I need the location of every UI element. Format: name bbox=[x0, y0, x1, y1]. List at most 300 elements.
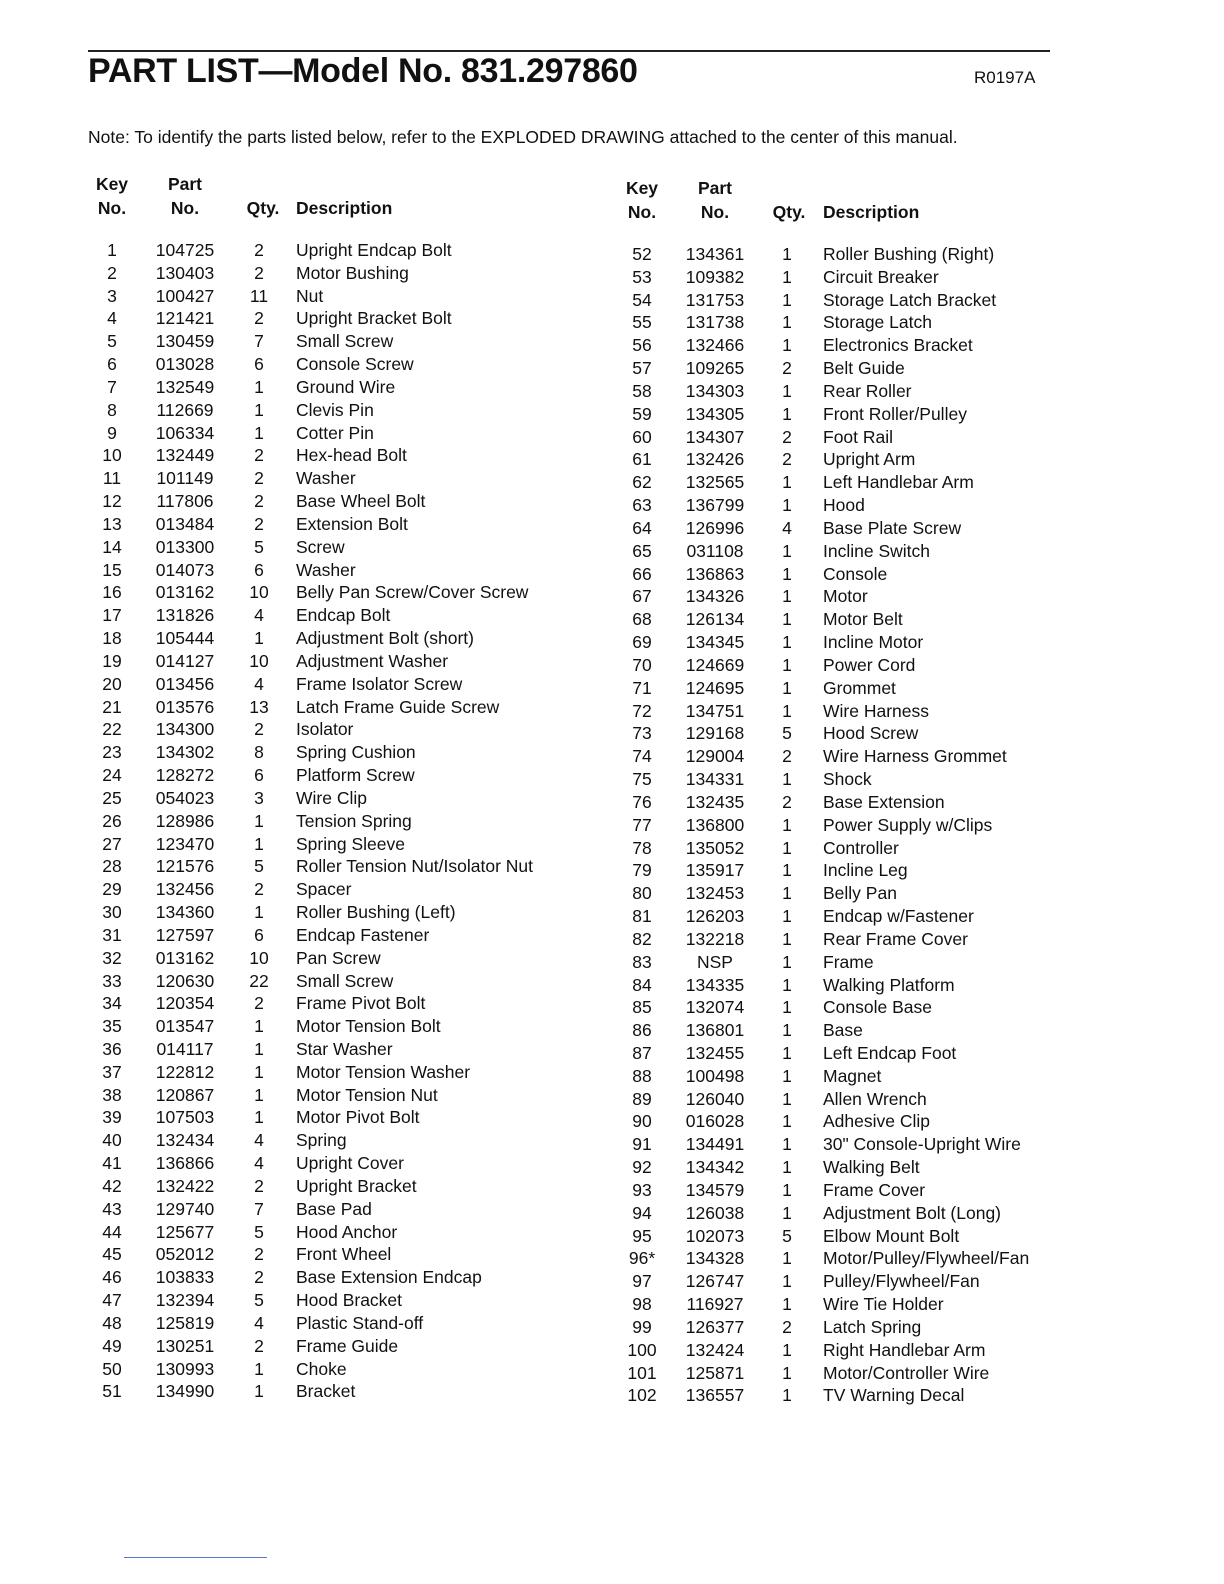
description: Elbow Mount Bolt bbox=[823, 1225, 960, 1246]
quantity: 6 bbox=[254, 559, 264, 580]
description: Base Pad bbox=[296, 1198, 372, 1219]
description: Washer bbox=[296, 559, 356, 580]
footer-line bbox=[124, 1557, 267, 1558]
part-no: 131738 bbox=[685, 312, 745, 333]
key-no: 20 bbox=[102, 673, 122, 694]
header-part-line1: Part bbox=[697, 178, 733, 198]
part-no: 136863 bbox=[685, 563, 745, 584]
part-no: 134331 bbox=[685, 769, 745, 790]
description: Roller Bushing (Right) bbox=[823, 244, 995, 264]
quantity: 1 bbox=[782, 1111, 792, 1132]
key-no: 24 bbox=[102, 765, 122, 786]
key-no: 19 bbox=[102, 650, 122, 671]
part-no: 013162 bbox=[155, 947, 215, 968]
part-no: 136557 bbox=[685, 1385, 745, 1406]
part-no: 120354 bbox=[155, 993, 215, 1014]
key-no: 30 bbox=[102, 902, 122, 923]
part-no: 134335 bbox=[685, 974, 745, 995]
key-no: 47 bbox=[102, 1290, 122, 1311]
part-no: 134345 bbox=[685, 632, 745, 653]
quantity: 1 bbox=[782, 1362, 792, 1383]
description: Controller bbox=[823, 837, 899, 858]
quantity: 2 bbox=[254, 993, 264, 1014]
key-no: 45 bbox=[102, 1244, 122, 1265]
quantity: 1 bbox=[254, 1038, 264, 1059]
key-no: 21 bbox=[102, 696, 122, 717]
description: Upright Bracket bbox=[296, 1175, 417, 1196]
key-no: 60 bbox=[632, 426, 652, 447]
key-no: 27 bbox=[102, 833, 122, 854]
part-no: 106334 bbox=[155, 422, 215, 443]
quantity: 2 bbox=[782, 358, 792, 379]
key-no: 64 bbox=[632, 517, 652, 538]
description: Console Base bbox=[823, 997, 932, 1018]
description: Roller Tension Nut/Isolator Nut bbox=[296, 856, 534, 877]
key-no: 46 bbox=[102, 1267, 122, 1288]
quantity: 5 bbox=[254, 856, 264, 877]
key-no: 80 bbox=[632, 883, 652, 904]
description: Motor Tension Bolt bbox=[296, 1016, 441, 1037]
part-no: 132426 bbox=[685, 449, 745, 470]
quantity: 1 bbox=[782, 837, 792, 858]
description: Hex-head Bolt bbox=[296, 445, 407, 466]
quantity: 1 bbox=[782, 244, 792, 264]
quantity: 1 bbox=[254, 399, 264, 420]
quantity: 2 bbox=[254, 445, 264, 466]
key-no: 63 bbox=[632, 495, 652, 516]
description: Adjustment Bolt (Long) bbox=[823, 1202, 1002, 1223]
part-no: 132449 bbox=[155, 445, 215, 466]
quantity: 1 bbox=[782, 997, 792, 1018]
description: Magnet bbox=[823, 1065, 882, 1086]
description: Frame Cover bbox=[823, 1179, 926, 1200]
part-no: 013484 bbox=[155, 513, 215, 534]
quantity: 1 bbox=[782, 586, 792, 607]
key-no: 66 bbox=[632, 563, 652, 584]
quantity: 1 bbox=[782, 700, 792, 721]
key-no: 59 bbox=[632, 403, 652, 424]
quantity: 7 bbox=[254, 1198, 264, 1219]
part-no: 014127 bbox=[155, 650, 215, 671]
part-no: 126747 bbox=[685, 1271, 745, 1292]
part-no: 134751 bbox=[685, 700, 745, 721]
quantity: 5 bbox=[254, 536, 264, 557]
description: Cotter Pin bbox=[296, 422, 374, 443]
key-no: 6 bbox=[107, 354, 117, 375]
quantity: 8 bbox=[254, 742, 264, 763]
key-no: 50 bbox=[102, 1358, 122, 1379]
quantity: 11 bbox=[249, 285, 269, 306]
key-no: 39 bbox=[102, 1107, 122, 1128]
description: Platform Screw bbox=[296, 765, 415, 786]
quantity: 1 bbox=[782, 1339, 792, 1360]
key-no: 87 bbox=[632, 1042, 652, 1063]
key-no: 61 bbox=[632, 449, 652, 470]
key-no: 13 bbox=[102, 513, 122, 534]
quantity: 2 bbox=[254, 468, 264, 489]
part-no: 134300 bbox=[155, 719, 215, 740]
description: Frame Pivot Bolt bbox=[296, 993, 426, 1014]
quantity: 1 bbox=[782, 312, 792, 333]
key-no: 78 bbox=[632, 837, 652, 858]
key-no: 28 bbox=[102, 856, 122, 877]
part-no: 124669 bbox=[685, 654, 745, 675]
quantity: 1 bbox=[782, 1271, 792, 1292]
quantity: 1 bbox=[782, 472, 792, 493]
part-no: 125871 bbox=[685, 1362, 745, 1383]
quantity: 13 bbox=[249, 696, 269, 717]
part-no: 134302 bbox=[155, 742, 215, 763]
quantity: 1 bbox=[254, 1084, 264, 1105]
key-no: 57 bbox=[632, 358, 652, 379]
key-no: 79 bbox=[632, 860, 652, 881]
part-no: 134990 bbox=[155, 1381, 215, 1402]
part-no: 109265 bbox=[685, 358, 745, 379]
description: Hood Anchor bbox=[296, 1221, 398, 1242]
description: Extension Bolt bbox=[296, 513, 408, 534]
part-no: 134305 bbox=[685, 403, 745, 424]
key-no: 52 bbox=[632, 244, 652, 264]
quantity: 1 bbox=[782, 1202, 792, 1223]
quantity: 22 bbox=[249, 970, 269, 991]
part-no: 130993 bbox=[155, 1358, 215, 1379]
quantity: 1 bbox=[254, 1358, 264, 1379]
part-no: 014117 bbox=[156, 1038, 214, 1059]
key-no: 95 bbox=[632, 1225, 652, 1246]
part-no: 126040 bbox=[685, 1088, 745, 1109]
quantity: 1 bbox=[782, 677, 792, 698]
part-no: 120867 bbox=[155, 1084, 215, 1105]
description: Storage Latch Bracket bbox=[823, 289, 997, 310]
key-no: 8 bbox=[107, 399, 117, 420]
key-no: 77 bbox=[632, 814, 652, 835]
part-no: 126377 bbox=[685, 1316, 745, 1337]
part-no: 101149 bbox=[156, 468, 214, 489]
quantity: 1 bbox=[254, 1381, 264, 1402]
quantity: 1 bbox=[782, 860, 792, 881]
part-no: 128986 bbox=[155, 810, 215, 831]
key-no: 37 bbox=[102, 1061, 122, 1082]
quantity: 2 bbox=[254, 308, 264, 329]
quantity: 1 bbox=[254, 1061, 264, 1082]
key-no: 91 bbox=[632, 1134, 652, 1155]
quantity: 1 bbox=[782, 563, 792, 584]
quantity: 7 bbox=[254, 331, 264, 352]
description: Hood bbox=[823, 495, 865, 516]
part-no: 013547 bbox=[155, 1016, 215, 1037]
description: Power Supply w/Clips bbox=[823, 814, 993, 835]
header-key-line1: Key bbox=[625, 178, 659, 198]
description: Pan Screw bbox=[296, 947, 381, 968]
part-no: 126996 bbox=[685, 517, 745, 538]
quantity: 1 bbox=[782, 1020, 792, 1041]
key-no: 75 bbox=[632, 769, 652, 790]
part-no: 134303 bbox=[685, 380, 745, 401]
part-no: 125819 bbox=[155, 1312, 215, 1333]
description: Nut bbox=[296, 285, 324, 306]
part-no: 132565 bbox=[685, 472, 745, 493]
description: Adhesive Clip bbox=[823, 1111, 930, 1132]
part-no: 134326 bbox=[685, 586, 745, 607]
description: Motor bbox=[823, 586, 868, 607]
description: Power Cord bbox=[823, 654, 916, 675]
quantity: 1 bbox=[782, 1065, 792, 1086]
part-no: 132466 bbox=[685, 335, 745, 356]
description: Walking Belt bbox=[823, 1157, 920, 1178]
key-no: 4 bbox=[107, 308, 117, 329]
description: Hood Screw bbox=[823, 723, 919, 744]
part-no: 105444 bbox=[155, 628, 215, 649]
part-no: 107503 bbox=[155, 1107, 215, 1128]
quantity: 1 bbox=[254, 628, 264, 649]
key-no: 41 bbox=[102, 1153, 122, 1174]
key-no: 96* bbox=[628, 1248, 656, 1269]
quantity: 5 bbox=[782, 1225, 792, 1246]
key-no: 11 bbox=[102, 468, 122, 489]
quantity: 1 bbox=[782, 1294, 792, 1315]
quantity: 1 bbox=[782, 928, 792, 949]
key-no: 54 bbox=[632, 289, 652, 310]
description: Frame Isolator Screw bbox=[296, 673, 463, 694]
key-no: 93 bbox=[632, 1179, 652, 1200]
quantity: 1 bbox=[254, 833, 264, 854]
key-no: 26 bbox=[102, 810, 122, 831]
key-no: 58 bbox=[632, 380, 652, 401]
part-no: 132456 bbox=[155, 879, 215, 900]
key-no: 5 bbox=[107, 331, 117, 352]
quantity: 2 bbox=[254, 879, 264, 900]
part-no: 013162 bbox=[155, 582, 215, 603]
key-no: 3 bbox=[107, 285, 117, 306]
description: Pulley/Flywheel/Fan bbox=[823, 1271, 980, 1292]
part-no: 125677 bbox=[155, 1221, 215, 1242]
part-no: 135052 bbox=[685, 837, 745, 858]
description: Tension Spring bbox=[296, 810, 412, 831]
description: Left Endcap Foot bbox=[823, 1042, 957, 1063]
key-no: 7 bbox=[107, 376, 117, 397]
key-no: 67 bbox=[632, 586, 652, 607]
description: Console Screw bbox=[296, 354, 414, 375]
quantity: 2 bbox=[254, 491, 264, 512]
part-no: 100427 bbox=[155, 285, 215, 306]
description: Allen Wrench bbox=[823, 1088, 927, 1109]
description: Ground Wire bbox=[296, 376, 396, 397]
part-no: 127597 bbox=[155, 924, 215, 945]
key-no: 72 bbox=[632, 700, 652, 721]
quantity: 4 bbox=[254, 1153, 264, 1174]
key-no: 23 bbox=[102, 742, 122, 763]
key-no: 84 bbox=[632, 974, 652, 995]
quantity: 4 bbox=[254, 673, 264, 694]
quantity: 1 bbox=[782, 906, 792, 927]
key-no: 81 bbox=[632, 906, 652, 927]
key-no: 68 bbox=[632, 609, 652, 630]
part-no: 136866 bbox=[155, 1153, 215, 1174]
quantity: 1 bbox=[254, 422, 264, 443]
key-no: 40 bbox=[102, 1130, 122, 1151]
note-text: Note: To identify the parts listed below, refer to the EXPLODED DRAWING attached to the center of this manual. bbox=[88, 127, 958, 147]
description: Adjustment Bolt (short) bbox=[296, 628, 474, 649]
key-no: 38 bbox=[102, 1084, 122, 1105]
part-no: 132453 bbox=[685, 883, 745, 904]
key-no: 89 bbox=[632, 1088, 652, 1109]
key-no: 12 bbox=[102, 491, 122, 512]
part-no: 134579 bbox=[685, 1179, 745, 1200]
key-no: 44 bbox=[102, 1221, 122, 1242]
key-no: 25 bbox=[102, 787, 122, 808]
quantity: 2 bbox=[254, 1244, 264, 1265]
description: Grommet bbox=[823, 677, 896, 698]
quantity: 5 bbox=[782, 723, 792, 744]
description: Motor Tension Washer bbox=[296, 1061, 471, 1082]
key-no: 43 bbox=[102, 1198, 122, 1219]
description: Washer bbox=[296, 468, 356, 489]
description: Rear Frame Cover bbox=[823, 928, 968, 949]
description: Spring Sleeve bbox=[296, 833, 405, 854]
quantity: 2 bbox=[254, 240, 264, 260]
description: Shock bbox=[823, 769, 872, 790]
quantity: 1 bbox=[782, 380, 792, 401]
part-no: 136800 bbox=[685, 814, 745, 835]
key-no: 34 bbox=[102, 993, 122, 1014]
part-no: 126134 bbox=[685, 609, 745, 630]
key-no: 82 bbox=[632, 928, 652, 949]
part-no: NSP bbox=[697, 951, 733, 972]
description: Front Roller/Pulley bbox=[823, 403, 967, 424]
part-no: 117806 bbox=[156, 491, 214, 512]
description: Spring bbox=[296, 1130, 347, 1151]
quantity: 2 bbox=[782, 449, 792, 470]
key-no: 101 bbox=[627, 1362, 657, 1383]
description: Spring Cushion bbox=[296, 742, 416, 763]
quantity: 1 bbox=[782, 1248, 792, 1269]
quantity: 1 bbox=[254, 1107, 264, 1128]
description: Front Wheel bbox=[296, 1244, 392, 1265]
quantity: 3 bbox=[254, 787, 264, 808]
quantity: 1 bbox=[782, 609, 792, 630]
description: Latch Frame Guide Screw bbox=[296, 696, 500, 717]
part-no: 131826 bbox=[155, 605, 215, 626]
quantity: 1 bbox=[782, 540, 792, 561]
header-key-line2: No. bbox=[97, 198, 127, 218]
description: Storage Latch bbox=[823, 312, 932, 333]
key-no: 99 bbox=[632, 1316, 652, 1337]
part-no: 124695 bbox=[685, 677, 745, 698]
quantity: 10 bbox=[249, 582, 269, 603]
description: Hood Bracket bbox=[296, 1290, 403, 1311]
key-no: 74 bbox=[632, 746, 652, 767]
part-no: 031108 bbox=[686, 540, 744, 561]
quantity: 2 bbox=[254, 1175, 264, 1196]
description: Endcap Fastener bbox=[296, 924, 430, 945]
key-no: 32 bbox=[102, 947, 122, 968]
key-no: 62 bbox=[632, 472, 652, 493]
description: Motor Pivot Bolt bbox=[296, 1107, 420, 1128]
description: Bracket bbox=[296, 1381, 356, 1402]
description: Plastic Stand-off bbox=[296, 1312, 424, 1333]
part-no: 122812 bbox=[155, 1061, 215, 1082]
key-no: 56 bbox=[632, 335, 652, 356]
key-no: 70 bbox=[632, 654, 652, 675]
key-no: 33 bbox=[102, 970, 122, 991]
part-no: 132455 bbox=[685, 1042, 745, 1063]
part-no: 130251 bbox=[155, 1335, 215, 1356]
quantity: 1 bbox=[254, 810, 264, 831]
description: Upright Bracket Bolt bbox=[296, 308, 452, 329]
quantity: 2 bbox=[782, 1316, 792, 1337]
key-no: 71 bbox=[632, 677, 652, 698]
description: Screw bbox=[296, 536, 345, 557]
header-part-line1: Part bbox=[167, 174, 203, 194]
quantity: 1 bbox=[782, 403, 792, 424]
description: Foot Rail bbox=[823, 426, 894, 447]
part-no: 121421 bbox=[155, 308, 215, 329]
key-no: 29 bbox=[102, 879, 122, 900]
quantity: 2 bbox=[782, 426, 792, 447]
description: Motor/Pulley/Flywheel/Fan bbox=[823, 1248, 1030, 1269]
quantity: 4 bbox=[254, 1312, 264, 1333]
header-part-line2: No. bbox=[700, 202, 730, 222]
quantity: 6 bbox=[254, 765, 264, 786]
part-no: 132074 bbox=[685, 997, 745, 1018]
part-no: 134361 bbox=[685, 244, 745, 264]
part-no: 130403 bbox=[155, 262, 215, 283]
description: Wire Harness bbox=[823, 700, 929, 721]
key-no: 2 bbox=[107, 262, 117, 283]
header-description: Description bbox=[296, 198, 393, 218]
description: Isolator bbox=[296, 719, 354, 740]
part-no: 109382 bbox=[685, 266, 745, 287]
part-no: 132434 bbox=[155, 1130, 215, 1151]
part-no: 136801 bbox=[685, 1020, 745, 1041]
description: Small Screw bbox=[296, 970, 394, 991]
quantity: 5 bbox=[254, 1290, 264, 1311]
description: Left Handlebar Arm bbox=[823, 472, 974, 493]
quantity: 10 bbox=[249, 947, 269, 968]
key-no: 94 bbox=[632, 1202, 652, 1223]
quantity: 1 bbox=[782, 974, 792, 995]
key-no: 98 bbox=[632, 1294, 652, 1315]
quantity: 1 bbox=[782, 1385, 792, 1406]
description: Motor Tension Nut bbox=[296, 1084, 438, 1105]
description: Wire Clip bbox=[296, 787, 367, 808]
part-no: 013300 bbox=[155, 536, 215, 557]
description: Base Wheel Bolt bbox=[296, 491, 426, 512]
description: Roller Bushing (Left) bbox=[296, 902, 456, 923]
quantity: 1 bbox=[782, 632, 792, 653]
description: Base bbox=[823, 1020, 863, 1041]
quantity: 6 bbox=[254, 924, 264, 945]
description: Frame Guide bbox=[296, 1335, 399, 1356]
part-no: 132394 bbox=[155, 1290, 215, 1311]
quantity: 1 bbox=[782, 883, 792, 904]
key-no: 83 bbox=[632, 951, 652, 972]
description: Clevis Pin bbox=[296, 399, 374, 420]
quantity: 1 bbox=[782, 1179, 792, 1200]
part-no: 016028 bbox=[685, 1111, 745, 1132]
quantity: 1 bbox=[782, 951, 792, 972]
key-no: 88 bbox=[632, 1065, 652, 1086]
header-qty: Qty. bbox=[772, 202, 806, 222]
description: Endcap Bolt bbox=[296, 605, 391, 626]
description: Motor/Controller Wire bbox=[823, 1362, 990, 1383]
part-no: 100498 bbox=[685, 1065, 745, 1086]
description: Circuit Breaker bbox=[823, 266, 939, 287]
description: Wire Tie Holder bbox=[823, 1294, 944, 1315]
description: Upright Arm bbox=[823, 449, 916, 470]
description: Belt Guide bbox=[823, 358, 905, 379]
header-description: Description bbox=[823, 202, 920, 222]
